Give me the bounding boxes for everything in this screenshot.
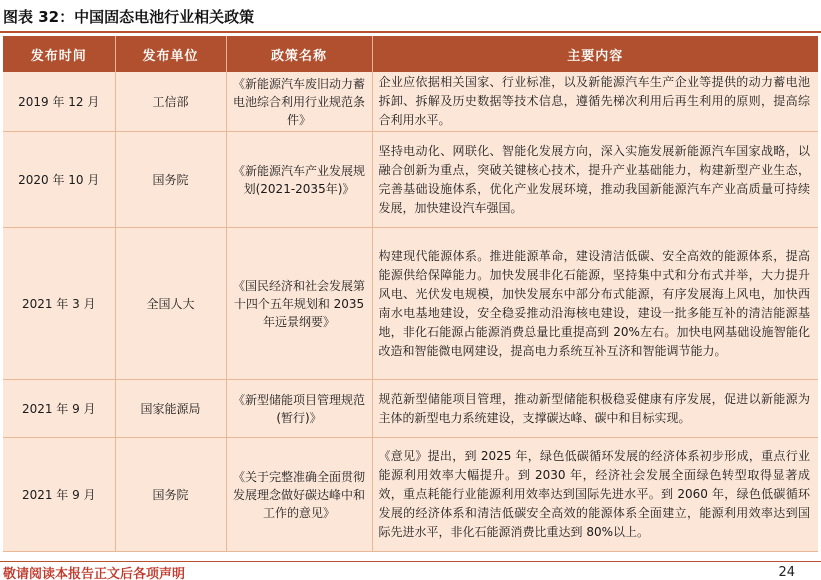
table-row bbox=[3, 228, 818, 380]
cell-policy-name: 《国民经济和社会发展第十四个五年规划和 2035 年远景纲要》 bbox=[226, 228, 372, 380]
header-unit: 发布单位 bbox=[115, 36, 226, 72]
cell-unit: 国家能源局 bbox=[115, 380, 226, 438]
table-row bbox=[3, 380, 818, 438]
cell-date: 2021 年 3 月 bbox=[3, 228, 115, 380]
table-row bbox=[3, 72, 818, 132]
cell-unit: 工信部 bbox=[115, 72, 226, 132]
cell-content: 坚持电动化、网联化、智能化发展方向，深入实施发展新能源汽车国家战略，以融合创新为重点，突破关键核心技术，提升产业基础能力，构建新型产业生态，完善基础设施体系，优化产业发展环境，推动我国新能源汽车产业高质量可持续发展，加快建设汽车强国。 bbox=[372, 132, 818, 228]
table-row bbox=[3, 438, 818, 552]
cell-content: 《意见》提出，到 2025 年，绿色低碳循环发展的经济体系初步形成，重点行业能源利用效率大幅提升。到 2030 年，经济社会发展全面绿色转型取得显著成效，重点耗能行业能源利用效率达到国际先进水平。到 2060 年，绿色低碳循环发展的经济体系和清洁低碳安全高效的能源体系全面建立，能源利用效率达到国际先进水平，非化石能源消费比重达到 80%以上。 bbox=[372, 438, 818, 552]
table-row bbox=[3, 132, 818, 228]
header-policy-name: 政策名称 bbox=[226, 36, 372, 72]
cell-content: 构建现代能源体系。推进能源革命，建设清洁低碳、安全高效的能源体系，提高能源供给保障能力。加快发展非化石能源，坚持集中式和分布式并举，大力提升风电、光伏发电规模，加快发展东中部分布式能源，有序发展海上风电，加快西南水电基地建设，安全稳妥推动沿海核电建设，建设一批多能互补的清洁能源基地，非化石能源占能源消费总量比重提高到 20%左右。加快电网基础设施智能化改造和智能微电网建设，提高电力系统互补互济和智能调节能力。 bbox=[372, 228, 818, 380]
disclaimer-text: 敬请阅读本报告正文后各项声明 bbox=[3, 567, 186, 580]
policy-table bbox=[3, 36, 818, 552]
cell-date: 2021 年 9 月 bbox=[3, 380, 115, 438]
cell-date: 2021 年 9 月 bbox=[3, 438, 115, 552]
page-number: 24 bbox=[778, 565, 795, 580]
cell-unit: 全国人大 bbox=[115, 228, 226, 380]
cell-content: 规范新型储能项目管理，推动新型储能积极稳妥健康有序发展，促进以新能源为主体的新型电力系统建设，支撑碳达峰、碳中和目标实现。 bbox=[372, 380, 818, 438]
figure-title: 图表 32：中国固态电池行业相关政策 bbox=[3, 8, 255, 26]
cell-policy-name: 《关于完整准确全面贯彻发展理念做好碳达峰中和工作的意见》 bbox=[226, 438, 372, 552]
cell-policy-name: 《新能源汽车废旧动力蓄电池综合利用行业规范条件》 bbox=[226, 72, 372, 132]
header-date: 发布时间 bbox=[3, 36, 115, 72]
footer-divider bbox=[0, 561, 821, 562]
cell-unit: 国务院 bbox=[115, 132, 226, 228]
cell-policy-name: 《新型储能项目管理规范(暂行)》 bbox=[226, 380, 372, 438]
header-content: 主要内容 bbox=[372, 36, 818, 72]
cell-unit: 国务院 bbox=[115, 438, 226, 552]
cell-policy-name: 《新能源汽车产业发展规划(2021-2035年)》 bbox=[226, 132, 372, 228]
table-header-row bbox=[3, 36, 818, 72]
title-divider bbox=[0, 31, 821, 33]
cell-content: 企业应依据相关国家、行业标准，以及新能源汽车生产企业等提供的动力蓄电池拆卸、拆解及历史数据等技术信息，遵循先梯次利用后再生利用的原则，提高综合利用水平。 bbox=[372, 72, 818, 132]
cell-date: 2019 年 12 月 bbox=[3, 72, 115, 132]
cell-date: 2020 年 10 月 bbox=[3, 132, 115, 228]
